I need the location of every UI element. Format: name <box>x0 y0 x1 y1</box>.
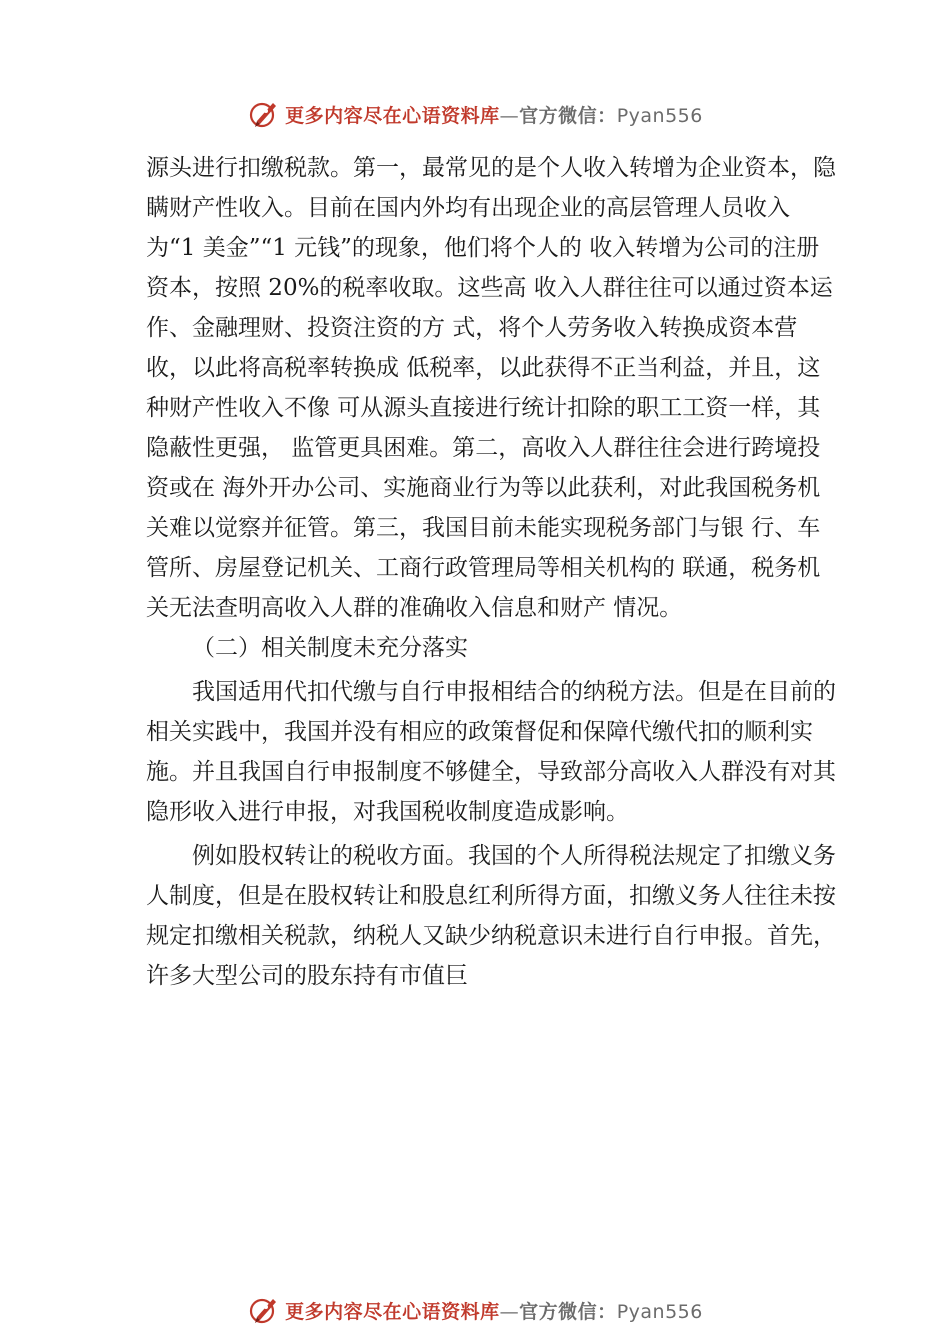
footer-watermark-banner <box>0 1290 950 1330</box>
header-watermark-banner <box>0 94 950 134</box>
body-paragraph-2: 我国适用代扣代缴与自行申报相结合的纳税方法。但是在目前的相关实践中，我国并没有相应的政策督促和保障代缴代扣的顺利实施。并且我国自行申报制度不够健全，导致部分高收入人群没有对其隐形收入进行申报，对我国税收制度造成影响。 <box>146 679 836 825</box>
pen-logo-icon <box>247 1293 281 1327</box>
footer-wechat-label: 官方微信： <box>519 1300 617 1323</box>
body-paragraph-3: 例如股权转让的税收方面。我国的个人所得税法规定了扣缴义务人制度，但是在股权转让和股息红利所得方面，扣缴义务人往往未按规定扣缴相关税款，纳税人又缺少纳税意识未进行自行申报。首先，许多大型公司的股东持有市值巨 <box>146 843 836 989</box>
footer-wechat-id: Pyan556 <box>616 1300 703 1323</box>
header-banner-text <box>285 101 703 128</box>
footer-separator: — <box>499 1300 520 1323</box>
header-brand-text: 更多内容尽在心语资料库 <box>285 104 500 127</box>
footer-brand-text: 更多内容尽在心语资料库 <box>285 1300 500 1323</box>
footer-banner-text <box>285 1297 703 1324</box>
header-wechat-id: Pyan556 <box>616 104 703 127</box>
header-wechat-label: 官方微信： <box>519 104 617 127</box>
header-separator: — <box>499 104 520 127</box>
section-subheading: （二）相关制度未充分落实 <box>192 635 468 661</box>
document-body <box>146 148 836 996</box>
body-paragraph-1: 源头进行扣缴税款。第一，最常见的是个人收入转增为企业资本，隐瞒财产性收入。目前在国内外均有出现企业的高层管理人员收入为“1 美金”“1 元钱”的现象，他们将个人的 收入转增为公司的注册资本，按照 20%的税率收取。这些高 收入人群往往可以通过资本运作、金融理财、投资注资的方 式，将个人劳务收入转换成资本营收，以此将高税率转换成 低税率，以此获得不正当利益，并且，这种财产性收入不像 可从源头直接进行统计扣除的职工工资一样，其隐蔽性更强， 监管更具困难。第二，高收入人群往往会进行跨境投资或在 海外开办公司、实施商业行为等以此获利，对此我国税务机 关难以觉察并征管。第三，我国目前未能实现税务部门与银 行、车管所、房屋登记机关、工商行政管理局等相关机构的 联通，税务机关无法查明高收入人群的准确收入信息和财产 情况。 <box>146 155 836 621</box>
pen-logo-icon <box>247 97 281 131</box>
